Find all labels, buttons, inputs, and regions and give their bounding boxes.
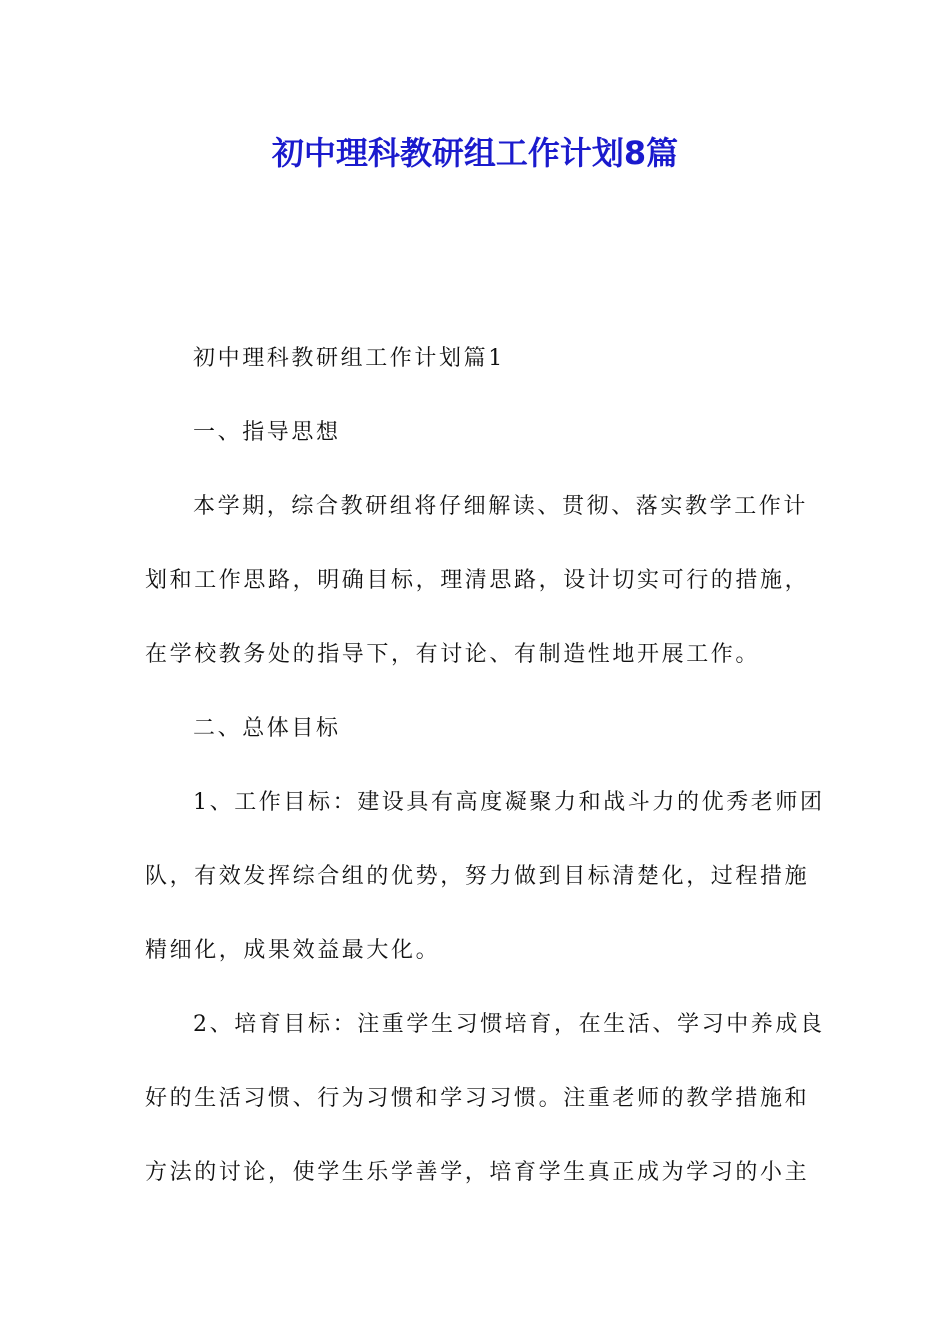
paragraph-line: 好的生活习惯、行为习惯和学习习惯。注重老师的教学措施和 — [145, 1086, 810, 1111]
section-heading: 初中理科教研组工作计划篇1 — [193, 346, 505, 371]
paragraph-line: 方法的讨论，使学生乐学善学，培育学生真正成为学习的小主 — [145, 1160, 810, 1185]
paragraph-line: 本学期，综合教研组将仔细解读、贯彻、落实教学工作计 — [193, 494, 809, 519]
document-title: 初中理科教研组工作计划8篇 — [271, 134, 679, 172]
paragraph-line: 队，有效发挥综合组的优势，努力做到目标清楚化，过程措施 — [145, 864, 810, 889]
document-body — [145, 334, 825, 1222]
paragraph-line: 1、工作目标：建设具有高度凝聚力和战斗力的优秀老师团 — [193, 790, 825, 815]
subsection-heading: 一、指导思想 — [193, 420, 341, 445]
paragraph-line: 2、培育目标：注重学生习惯培育，在生活、学习中养成良 — [193, 1012, 825, 1037]
subsection-heading: 二、总体目标 — [193, 716, 341, 741]
paragraph-line: 划和工作思路，明确目标，理清思路，设计切实可行的措施， — [145, 568, 810, 593]
paragraph-line: 精细化，成果效益最大化。 — [145, 938, 441, 963]
paragraph-line: 在学校教务处的指导下，有讨论、有制造性地开展工作。 — [145, 642, 761, 667]
